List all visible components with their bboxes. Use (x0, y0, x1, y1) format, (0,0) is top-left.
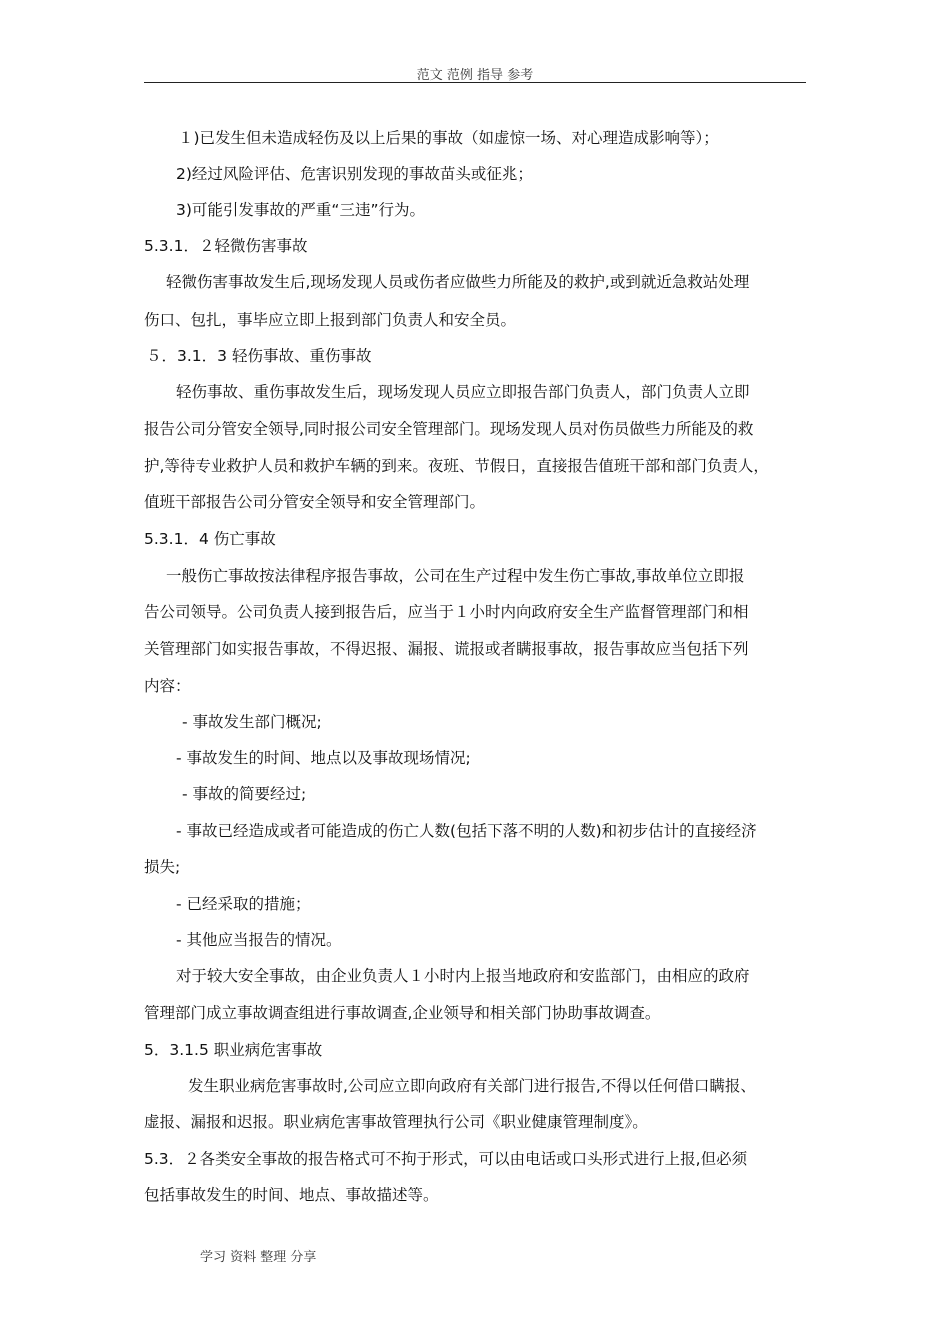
header-divider (144, 82, 806, 83)
paragraph-line-9: 报告公司分管安全领导,同时报公司安全管理部门。现场发现人员对伤员做些力所能及的救 (144, 420, 754, 438)
paragraph-line-6: 伤口、包扎，事毕应立即上报到部门负责人和安全员。 (144, 311, 517, 329)
paragraph-line-24: 对于较大安全事故，由企业负责人１小时内上报当地政府和安监部门，由相应的政府 (176, 967, 750, 985)
paragraph-line-27: 发生职业病危害事故时,公司应立即向政府有关部门进行报告,不得以任何借口瞒报、 (188, 1077, 756, 1095)
paragraph-line-14: 告公司领导。公司负责人接到报告后，应当于１小时内向政府安全生产监督管理部门和相 (144, 603, 749, 621)
section-heading-5-3-1-4: 5.3.1．4 伤亡事故 (144, 530, 276, 548)
list-item-6: - 其他应当报告的情况。 (176, 931, 342, 949)
section-heading-5-3-1-2: 5.3.1．２轻微伤害事故 (144, 237, 308, 255)
page-header: 范文 范例 指导 参考 (416, 68, 534, 83)
paragraph-line-28: 虚报、漏报和迟报。职业病危害事故管理执行公司《职业健康管理制度》。 (144, 1113, 648, 1131)
paragraph-line-25: 管理部门成立事故调查组进行事故调查,企业领导和相关部门协助事故调查。 (144, 1004, 661, 1022)
paragraph-line-3: 3)可能引发事故的严重“三违”行为。 (176, 201, 425, 219)
list-item-4-continued: 损失; (144, 858, 181, 876)
paragraph-line-16: 内容： (144, 677, 191, 695)
section-heading-5-3-2: 5.3．２各类安全事故的报告格式可不拘于形式，可以由电话或口头形式进行上报,但必须 (144, 1150, 748, 1168)
paragraph-line-10: 护,等待专业救护人员和救护车辆的到来。夜班、节假日，直接报告值班干部和部门负责人， (144, 457, 769, 475)
paragraph-line-2: 2)经过风险评估、危害识别发现的事故苗头或征兆； (176, 165, 533, 183)
paragraph-line-13: 一般伤亡事故按法律程序报告事故，公司在生产过程中发生伤亡事故,事故单位立即报 (166, 567, 745, 585)
list-item-3: - 事故的简要经过; (182, 785, 307, 803)
paragraph-line-15: 关管理部门如实报告事故，不得迟报、漏报、谎报或者瞒报事故，报告事故应当包括下列 (144, 640, 749, 658)
paragraph-line-8: 轻伤事故、重伤事故发生后，现场发现人员应立即报告部门负责人，部门负责人立即 (176, 383, 750, 401)
list-item-4: - 事故已经造成或者可能造成的伤亡人数(包括下落不明的人数)和初步估计的直接经济 (176, 822, 757, 840)
list-item-5: - 已经采取的措施； (176, 895, 311, 913)
paragraph-line-5: 轻微伤害事故发生后,现场发现人员或伤者应做些力所能及的救护,或到就近急救站处理 (166, 273, 750, 291)
list-item-2: - 事故发生的时间、地点以及事故现场情况; (176, 749, 471, 767)
paragraph-line-11: 值班干部报告公司分管安全领导和安全管理部门。 (144, 493, 486, 511)
paragraph-line-30: 包括事故发生的时间、地点、事故描述等。 (144, 1186, 439, 1204)
section-heading-5-3-1-5: 5．3.1.5 职业病危害事故 (144, 1041, 323, 1059)
list-item-1: - 事故发生部门概况; (182, 713, 322, 731)
page-footer: 学习 资料 整理 分享 (200, 1250, 317, 1265)
paragraph-line-1: １)已发生但未造成轻伤及以上后果的事故（如虚惊一场、对心理造成影响等）； (178, 129, 719, 147)
section-heading-5-3-1-3: ５．3.1．3 轻伤事故、重伤事故 (146, 347, 372, 365)
